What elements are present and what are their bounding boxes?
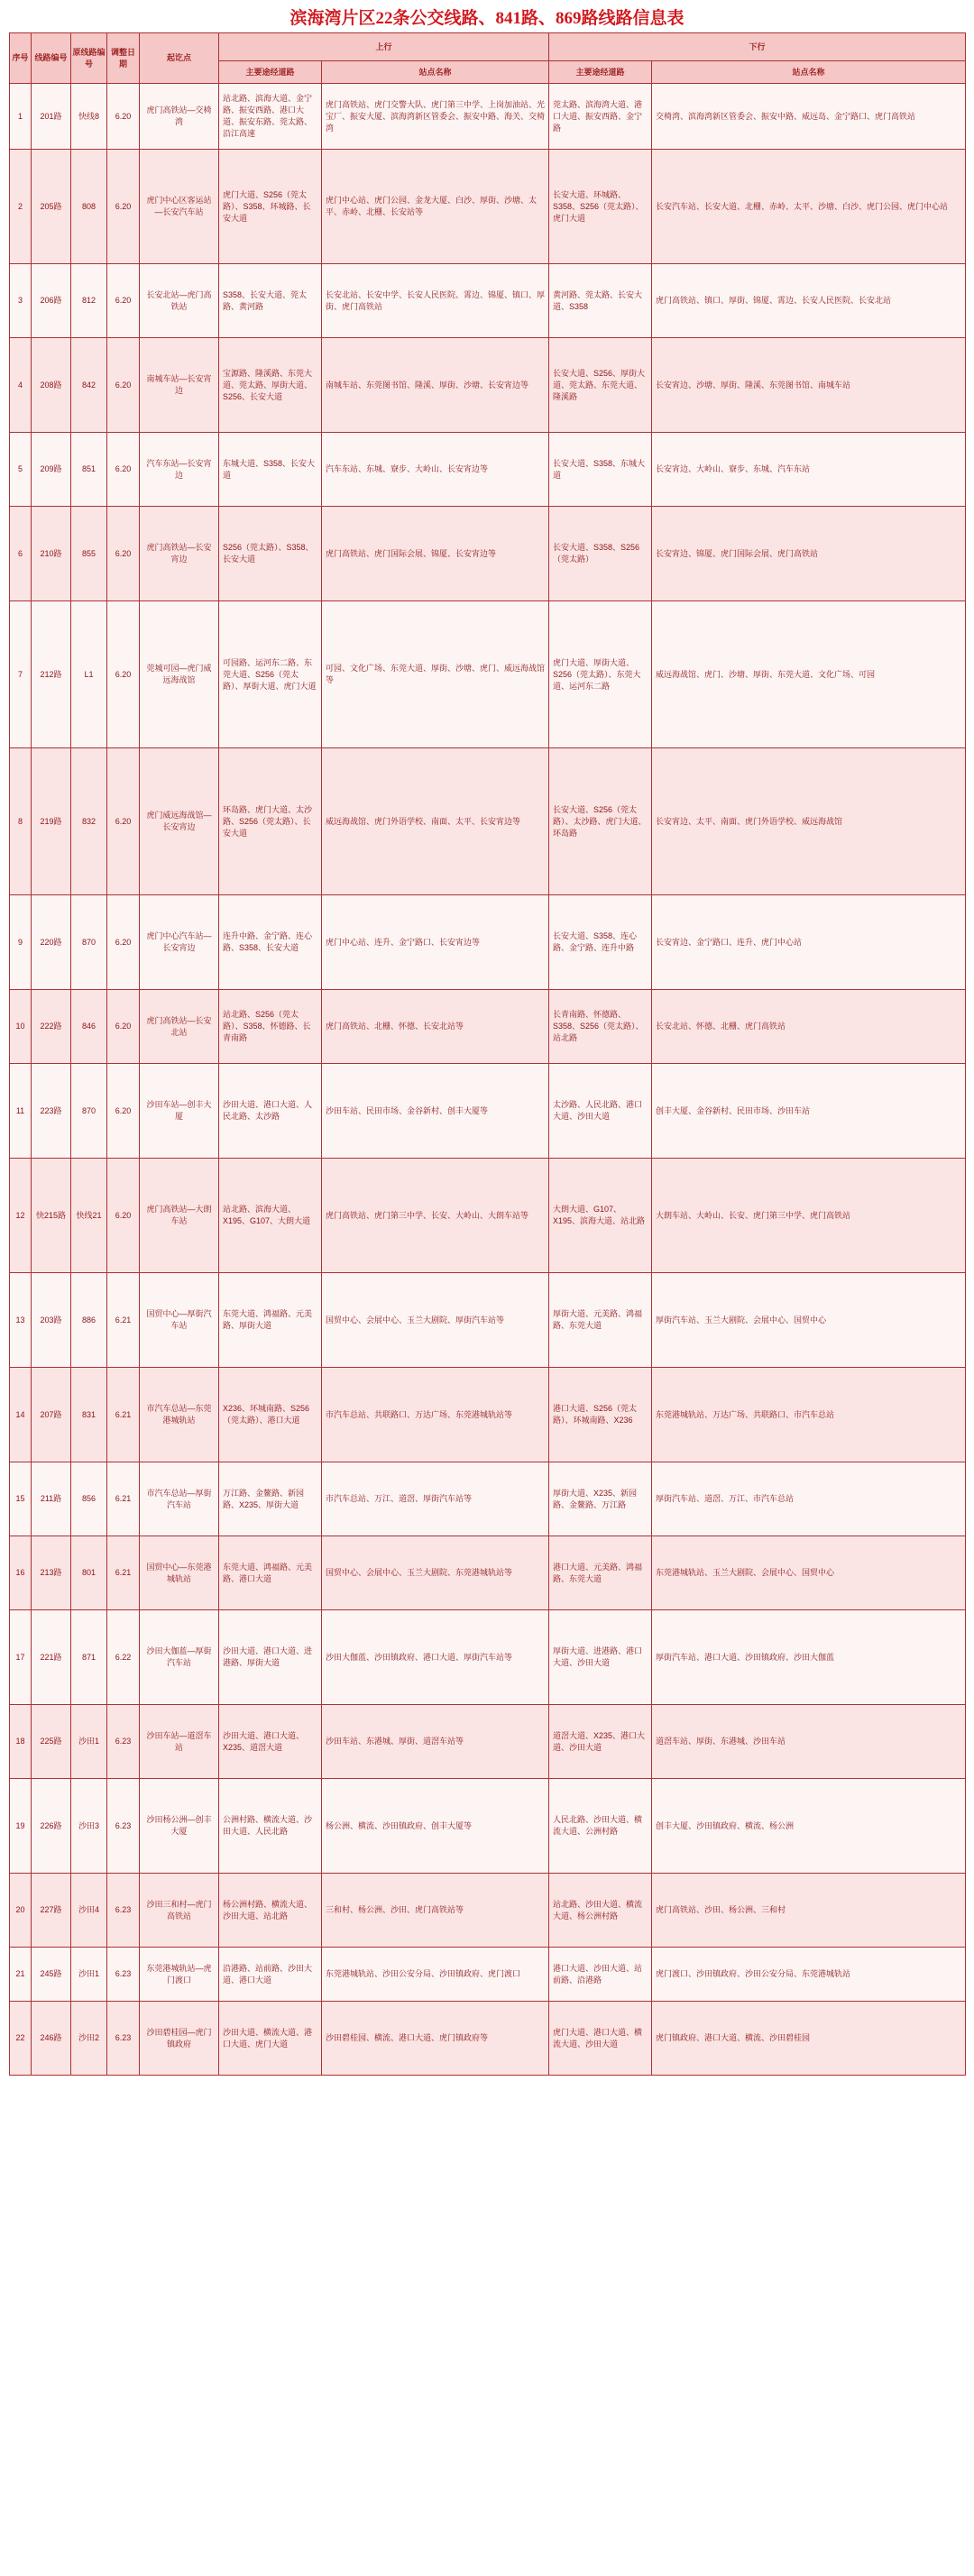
cell-down-road: 虎门大道、厚街大道、S256（莞太路）、东莞大道、运河东二路 [549, 601, 652, 748]
cell-orig: 沙田2 [71, 2002, 107, 2076]
cell-seq: 3 [10, 264, 32, 338]
cell-terminals: 沙田碧桂园—虎门镇政府 [140, 2002, 219, 2076]
cell-orig: 812 [71, 264, 107, 338]
cell-seq: 2 [10, 150, 32, 264]
cell-orig: 870 [71, 1064, 107, 1159]
cell-seq: 1 [10, 84, 32, 150]
table-body [10, 84, 966, 2076]
cell-date: 6.20 [107, 264, 140, 338]
table-row [10, 1536, 966, 1610]
cell-up-stops: 国贸中心、会展中心、玉兰大剧院、厚街汽车站等 [322, 1273, 549, 1368]
cell-orig: 快线21 [71, 1159, 107, 1273]
cell-up-road: S358、长安大道、莞太路、黄河路 [219, 264, 322, 338]
cell-up-road: 可园路、运河东二路、东莞大道、S256（莞太路）、厚街大道、虎门大道 [219, 601, 322, 748]
cell-up-road: 宝源路、隆溪路、东莞大道、莞太路、厚街大道、S256、长安大道 [219, 338, 322, 433]
cell-seq: 9 [10, 895, 32, 990]
table-row [10, 1064, 966, 1159]
cell-up-stops: 虎门中心站、虎门公园、金龙大厦、白沙、厚街、沙塘、太平、赤岭、北栅、长安站等 [322, 150, 549, 264]
cell-down-stops: 东莞港城轨站、玉兰大剧院、会展中心、国贸中心 [652, 1536, 966, 1610]
cell-down-stops: 虎门高铁站、沙田、杨公洲、三和村 [652, 1874, 966, 1948]
cell-orig: 沙田3 [71, 1779, 107, 1874]
cell-down-road: 长安大道、S256、厚街大道、莞太路、东莞大道、隆溪路 [549, 338, 652, 433]
cell-down-stops: 交椅湾、滨海湾新区管委会、振安中路、威远岛、金宁路口、虎门高铁站 [652, 84, 966, 150]
cell-date: 6.20 [107, 748, 140, 895]
cell-orig: 沙田1 [71, 1948, 107, 2002]
cell-down-stops: 虎门镇政府、港口大道、横流、沙田碧桂园 [652, 2002, 966, 2076]
cell-down-road: 厚街大道、元美路、鸿福路、东莞大道 [549, 1273, 652, 1368]
cell-down-stops: 虎门渡口、沙田镇政府、沙田公安分局、东莞港城轨站 [652, 1948, 966, 2002]
header-up: 上行 [219, 33, 549, 61]
cell-up-road: 环岛路、虎门大道、太沙路、S256（莞太路）、长安大道 [219, 748, 322, 895]
cell-down-road: 长安大道、S256（莞太路）、太沙路、虎门大道、环岛路 [549, 748, 652, 895]
cell-down-stops: 长安宵边、金宁路口、连升、虎门中心站 [652, 895, 966, 990]
cell-up-road: 杨公洲村路、横流大道、沙田大道、站北路 [219, 1874, 322, 1948]
cell-line: 207路 [32, 1368, 71, 1462]
cell-up-stops: 市汽车总站、万江、道滘、厚街汽车站等 [322, 1462, 549, 1536]
cell-down-stops: 厚街汽车站、道滘、万江、市汽车总站 [652, 1462, 966, 1536]
cell-down-stops: 长安汽车站、长安大道、北栅、赤岭、太平、沙塘、白沙、虎门公园、虎门中心站 [652, 150, 966, 264]
cell-down-stops: 道滘车站、厚街、东港城、沙田车站 [652, 1705, 966, 1779]
cell-up-road: 东城大道、S358、长安大道 [219, 433, 322, 507]
cell-date: 6.20 [107, 338, 140, 433]
cell-line: 226路 [32, 1779, 71, 1874]
cell-seq: 6 [10, 507, 32, 601]
cell-terminals: 虎门高铁站—长安北站 [140, 990, 219, 1064]
cell-up-road: 沿港路、站前路、沙田大道、港口大道 [219, 1948, 322, 2002]
cell-seq: 8 [10, 748, 32, 895]
page-title: 滨海湾片区22条公交线路、841路、869路线路信息表 [289, 9, 685, 28]
cell-line: 209路 [32, 433, 71, 507]
cell-up-stops: 沙田大伽蓝、沙田镇政府、港口大道、厚街汽车站等 [322, 1610, 549, 1705]
cell-up-road: X236、环城南路、S256（莞太路）、港口大道 [219, 1368, 322, 1462]
cell-seq: 13 [10, 1273, 32, 1368]
table-row [10, 895, 966, 990]
cell-up-stops: 杨公洲、横流、沙田镇政府、创丰大厦等 [322, 1779, 549, 1874]
cell-orig: 846 [71, 990, 107, 1064]
table-row [10, 1948, 966, 2002]
cell-up-stops: 沙田车站、民田市场、金谷新村、创丰大厦等 [322, 1064, 549, 1159]
cell-date: 6.23 [107, 2002, 140, 2076]
cell-seq: 10 [10, 990, 32, 1064]
cell-down-road: 太沙路、人民北路、港口大道、沙田大道 [549, 1064, 652, 1159]
cell-line: 213路 [32, 1536, 71, 1610]
cell-date: 6.20 [107, 601, 140, 748]
cell-orig: L1 [71, 601, 107, 748]
cell-up-road: 公洲村路、横流大道、沙田大道、人民北路 [219, 1779, 322, 1874]
cell-seq: 17 [10, 1610, 32, 1705]
cell-date: 6.20 [107, 1064, 140, 1159]
cell-line: 246路 [32, 2002, 71, 2076]
cell-up-road: 站北路、滨海大道、金宁路、振安西路、港口大道、振安东路、莞太路、沿江高速 [219, 84, 322, 150]
table-row [10, 84, 966, 150]
cell-date: 6.23 [107, 1705, 140, 1779]
cell-date: 6.21 [107, 1462, 140, 1536]
cell-date: 6.20 [107, 433, 140, 507]
cell-seq: 18 [10, 1705, 32, 1779]
cell-terminals: 沙田车站—创丰大厦 [140, 1064, 219, 1159]
cell-terminals: 国贸中心—东莞港城轨站 [140, 1536, 219, 1610]
cell-terminals: 沙田车站—道滘车站 [140, 1705, 219, 1779]
cell-up-stops: 虎门高铁站、北栅、怀德、长安北站等 [322, 990, 549, 1064]
cell-down-road: 长安大道、S358、东城大道 [549, 433, 652, 507]
header-date: 调整日期 [107, 33, 140, 84]
cell-terminals: 虎门威远海战馆—长安宵边 [140, 748, 219, 895]
table-row [10, 150, 966, 264]
bus-line-table [9, 32, 966, 2076]
cell-down-road: 虎门大道、港口大道、横流大道、沙田大道 [549, 2002, 652, 2076]
cell-terminals: 莞城可园—虎门威远海战馆 [140, 601, 219, 748]
table-row [10, 748, 966, 895]
cell-seq: 12 [10, 1159, 32, 1273]
header-seq: 序号 [10, 33, 32, 84]
table-row [10, 1368, 966, 1462]
cell-date: 6.23 [107, 1948, 140, 2002]
cell-up-road: 站北路、S256（莞太路）、S358、怀德路、长青南路 [219, 990, 322, 1064]
cell-line: 211路 [32, 1462, 71, 1536]
table-row [10, 264, 966, 338]
cell-up-stops: 国贸中心、会展中心、玉兰大剧院、东莞港城轨站等 [322, 1536, 549, 1610]
cell-down-road: 长青南路、怀德路、S358、S256（莞太路）、站北路 [549, 990, 652, 1064]
cell-seq: 19 [10, 1779, 32, 1874]
cell-up-road: 东莞大道、鸿福路、元美路、厚街大道 [219, 1273, 322, 1368]
cell-seq: 21 [10, 1948, 32, 2002]
cell-seq: 5 [10, 433, 32, 507]
cell-date: 6.23 [107, 1779, 140, 1874]
cell-seq: 4 [10, 338, 32, 433]
cell-down-road: 港口大道、沙田大道、站前路、沿港路 [549, 1948, 652, 2002]
cell-date: 6.21 [107, 1273, 140, 1368]
cell-line: 220路 [32, 895, 71, 990]
table-row [10, 1705, 966, 1779]
cell-terminals: 沙田三和村—虎门高铁站 [140, 1874, 219, 1948]
cell-date: 6.20 [107, 84, 140, 150]
table-row [10, 601, 966, 748]
cell-down-road: 黄河路、莞太路、长安大道、S358 [549, 264, 652, 338]
cell-orig: 870 [71, 895, 107, 990]
cell-orig: 808 [71, 150, 107, 264]
cell-orig: 856 [71, 1462, 107, 1536]
cell-up-stops: 虎门高铁站、虎门第三中学、长安、大岭山、大朗车站等 [322, 1159, 549, 1273]
cell-date: 6.22 [107, 1610, 140, 1705]
cell-down-stops: 威远海战馆、虎门、沙塘、厚街、东莞大道、文化广场、可园 [652, 601, 966, 748]
cell-down-road: 港口大道、元美路、鸿福路、东莞大道 [549, 1536, 652, 1610]
cell-down-road: 厚街大道、X235、新园路、金鳌路、万江路 [549, 1462, 652, 1536]
header-down-stops: 站点名称 [652, 61, 966, 84]
table-row [10, 433, 966, 507]
table-row [10, 1874, 966, 1948]
cell-orig: 801 [71, 1536, 107, 1610]
header-terminals: 起讫点 [140, 33, 219, 84]
cell-terminals: 市汽车总站—东莞港城轨站 [140, 1368, 219, 1462]
cell-line: 219路 [32, 748, 71, 895]
table-row [10, 2002, 966, 2076]
cell-date: 6.21 [107, 1536, 140, 1610]
cell-line: 245路 [32, 1948, 71, 2002]
cell-up-stops: 三和村、杨公洲、沙田、虎门高铁站等 [322, 1874, 549, 1948]
cell-line: 208路 [32, 338, 71, 433]
table-row [10, 1159, 966, 1273]
table-row [10, 1462, 966, 1536]
cell-up-road: 沙田大道、港口大道、人民北路、太沙路 [219, 1064, 322, 1159]
cell-line: 227路 [32, 1874, 71, 1948]
table-row [10, 1779, 966, 1874]
cell-down-road: 大朗大道、G107、X195、滨海大道、站北路 [549, 1159, 652, 1273]
cell-seq: 16 [10, 1536, 32, 1610]
cell-down-stops: 大朗车站、大岭山、长安、虎门第三中学、虎门高铁站 [652, 1159, 966, 1273]
cell-line: 201路 [32, 84, 71, 150]
cell-down-stops: 创丰大厦、金谷新村、民田市场、沙田车站 [652, 1064, 966, 1159]
cell-up-road: 站北路、滨海大道、X195、G107、大朗大道 [219, 1159, 322, 1273]
cell-up-road: S256（莞太路）、S358、长安大道 [219, 507, 322, 601]
cell-up-stops: 东莞港城轨站、沙田公安分局、沙田镇政府、虎门渡口 [322, 1948, 549, 2002]
cell-up-stops: 虎门高铁站、虎门交警大队、虎门第三中学、上岗加油站、光宝厂、振安大厦、滨海湾新区管委会、振安中路、海关、交椅湾 [322, 84, 549, 150]
cell-date: 6.20 [107, 990, 140, 1064]
cell-terminals: 虎门中心汽车站—长安宵边 [140, 895, 219, 990]
cell-line: 205路 [32, 150, 71, 264]
cell-date: 6.20 [107, 895, 140, 990]
cell-down-stops: 东莞港城轨站、万达广场、共联路口、市汽车总站 [652, 1368, 966, 1462]
cell-seq: 14 [10, 1368, 32, 1462]
cell-down-stops: 虎门高铁站、镇口、厚街、锦厦、霄边、长安人民医院、长安北站 [652, 264, 966, 338]
cell-orig: 沙田4 [71, 1874, 107, 1948]
cell-date: 6.20 [107, 1159, 140, 1273]
cell-up-stops: 可园、文化广场、东莞大道、厚街、沙塘、虎门、威远海战馆等 [322, 601, 549, 748]
cell-up-road: 沙田大道、港口大道、进港路、厚街大道 [219, 1610, 322, 1705]
cell-terminals: 国贸中心—厚街汽车站 [140, 1273, 219, 1368]
cell-down-stops: 长安宵边、沙塘、厚街、隆溪、东莞图书馆、南城车站 [652, 338, 966, 433]
cell-down-road: 站北路、沙田大道、横流大道、杨公洲村路 [549, 1874, 652, 1948]
cell-terminals: 沙田大伽蓝—厚街汽车站 [140, 1610, 219, 1705]
cell-up-stops: 沙田车站、东港城、厚街、道滘车站等 [322, 1705, 549, 1779]
cell-line: 快215路 [32, 1159, 71, 1273]
cell-up-stops: 虎门中心站、连升、金宁路口、长安宵边等 [322, 895, 549, 990]
cell-seq: 11 [10, 1064, 32, 1159]
cell-down-road: 道滘大道、X235、港口大道、沙田大道 [549, 1705, 652, 1779]
cell-terminals: 东莞港城轨站—虎门渡口 [140, 1948, 219, 2002]
header-down: 下行 [549, 33, 966, 61]
cell-orig: 886 [71, 1273, 107, 1368]
cell-seq: 15 [10, 1462, 32, 1536]
cell-terminals: 虎门中心区客运站—长安汽车站 [140, 150, 219, 264]
cell-down-stops: 长安宵边、锦厦、虎门国际会展、虎门高铁站 [652, 507, 966, 601]
cell-down-road: 厚街大道、进港路、港口大道、沙田大道 [549, 1610, 652, 1705]
cell-date: 6.20 [107, 507, 140, 601]
cell-orig: 855 [71, 507, 107, 601]
cell-orig: 832 [71, 748, 107, 895]
cell-date: 6.21 [107, 1368, 140, 1462]
cell-down-stops: 厚街汽车站、玉兰大剧院、会展中心、国贸中心 [652, 1273, 966, 1368]
cell-seq: 22 [10, 2002, 32, 2076]
cell-down-road: 人民北路、沙田大道、横流大道、公洲村路 [549, 1779, 652, 1874]
cell-date: 6.23 [107, 1874, 140, 1948]
cell-line: 223路 [32, 1064, 71, 1159]
cell-down-road: 港口大道、S256（莞太路）、环城南路、X236 [549, 1368, 652, 1462]
cell-terminals: 沙田杨公洲—创丰大厦 [140, 1779, 219, 1874]
cell-up-road: 连升中路、金宁路、连心路、S358、长安大道 [219, 895, 322, 990]
table-row [10, 507, 966, 601]
header-orig: 原线路编号 [71, 33, 107, 84]
cell-up-stops: 南城车站、东莞图书馆、隆溪、厚街、沙塘、长安宵边等 [322, 338, 549, 433]
page [9, 0, 965, 2076]
cell-orig: 851 [71, 433, 107, 507]
cell-orig: 831 [71, 1368, 107, 1462]
cell-up-stops: 虎门高铁站、虎门国际会展、锦厦、长安宵边等 [322, 507, 549, 601]
cell-up-road: 万江路、金鳌路、新园路、X235、厚街大道 [219, 1462, 322, 1536]
cell-down-road: 长安大道、S358、S256（莞太路） [549, 507, 652, 601]
cell-orig: 871 [71, 1610, 107, 1705]
cell-line: 212路 [32, 601, 71, 748]
cell-terminals: 汽车东站—长安宵边 [140, 433, 219, 507]
header-line: 线路编号 [32, 33, 71, 84]
cell-up-stops: 市汽车总站、共联路口、万达广场、东莞港城轨站等 [322, 1368, 549, 1462]
cell-terminals: 南城车站—长安宵边 [140, 338, 219, 433]
cell-up-stops: 汽车东站、东城、寮步、大岭山、长安宵边等 [322, 433, 549, 507]
cell-up-road: 沙田大道、港口大道、X235、道滘大道 [219, 1705, 322, 1779]
cell-up-stops: 长安北站、长安中学、长安人民医院、霄边、锦厦、镇口、厚街、虎门高铁站 [322, 264, 549, 338]
cell-up-stops: 威远海战馆、虎门外语学校、南面、太平、长安宵边等 [322, 748, 549, 895]
table-row [10, 990, 966, 1064]
header-up-stops: 站点名称 [322, 61, 549, 84]
cell-date: 6.20 [107, 150, 140, 264]
cell-line: 225路 [32, 1705, 71, 1779]
cell-line: 203路 [32, 1273, 71, 1368]
cell-down-road: 长安大道、环城路、S358、S256（莞太路）、虎门大道 [549, 150, 652, 264]
cell-terminals: 虎门高铁站—长安宵边 [140, 507, 219, 601]
cell-terminals: 虎门高铁站—大朗车站 [140, 1159, 219, 1273]
cell-seq: 7 [10, 601, 32, 748]
cell-line: 210路 [32, 507, 71, 601]
cell-down-stops: 创丰大厦、沙田镇政府、横流、杨公洲 [652, 1779, 966, 1874]
cell-terminals: 市汽车总站—厚街汽车站 [140, 1462, 219, 1536]
cell-seq: 20 [10, 1874, 32, 1948]
cell-up-road: 沙田大道、横流大道、港口大道、虎门大道 [219, 2002, 322, 2076]
cell-line: 221路 [32, 1610, 71, 1705]
cell-up-road: 虎门大道、S256（莞太路）、S358、环城路、长安大道 [219, 150, 322, 264]
table-row [10, 1610, 966, 1705]
table-row [10, 338, 966, 433]
cell-down-stops: 长安宵边、太平、南面、虎门外语学校、威远海战馆 [652, 748, 966, 895]
cell-terminals: 长安北站—虎门高铁站 [140, 264, 219, 338]
cell-orig: 快线8 [71, 84, 107, 150]
cell-down-road: 长安大道、S358、连心路、金宁路、连升中路 [549, 895, 652, 990]
cell-up-stops: 沙田碧桂园、横流、港口大道、虎门镇政府等 [322, 2002, 549, 2076]
cell-down-road: 莞太路、滨海湾大道、港口大道、振安西路、金宁路 [549, 84, 652, 150]
cell-terminals: 虎门高铁站—交椅湾 [140, 84, 219, 150]
header-down-road: 主要途经道路 [549, 61, 652, 84]
cell-orig: 沙田1 [71, 1705, 107, 1779]
cell-orig: 842 [71, 338, 107, 433]
header-up-road: 主要途经道路 [219, 61, 322, 84]
cell-line: 222路 [32, 990, 71, 1064]
cell-line: 206路 [32, 264, 71, 338]
cell-down-stops: 长安北站、怀德、北栅、虎门高铁站 [652, 990, 966, 1064]
cell-down-stops: 长安宵边、大岭山、寮步、东城、汽车东站 [652, 433, 966, 507]
cell-up-road: 东莞大道、鸿福路、元美路、港口大道 [219, 1536, 322, 1610]
cell-down-stops: 厚街汽车站、港口大道、沙田镇政府、沙田大伽蓝 [652, 1610, 966, 1705]
table-row [10, 1273, 966, 1368]
